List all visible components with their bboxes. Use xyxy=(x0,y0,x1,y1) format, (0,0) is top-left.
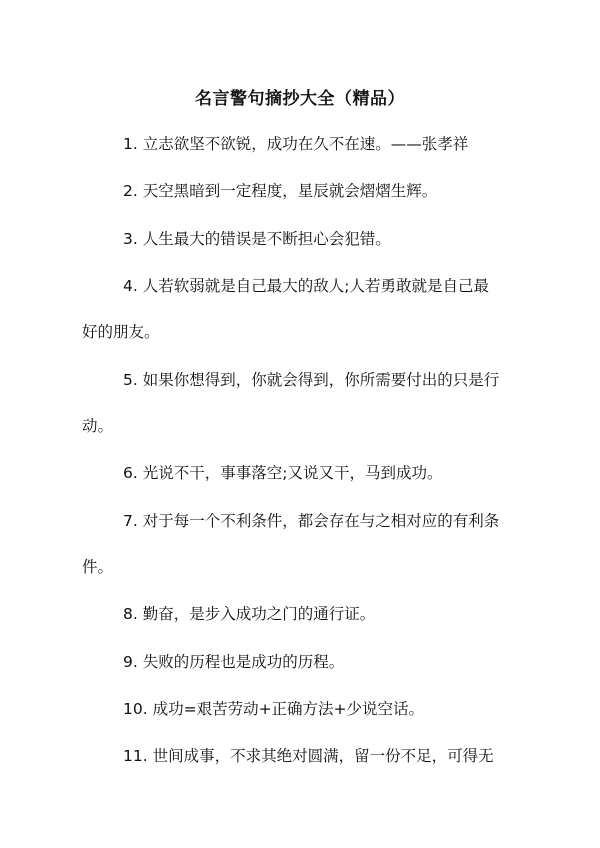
quote-10: 10. 成功=艰苦劳动+正确方法+少说空话。 xyxy=(123,700,425,718)
quote-9: 9. 失败的历程也是成功的历程。 xyxy=(123,653,345,671)
quote-7: 7. 对于每一个不利条件，都会存在与之相对应的有利条 xyxy=(123,512,500,530)
quote-5-continued: 动。 xyxy=(82,417,114,435)
quote-7-continued: 件。 xyxy=(82,558,114,576)
quote-6: 6. 光说不干，事事落空;又说又干，马到成功。 xyxy=(123,464,443,482)
quote-1: 1. 立志欲坚不欲锐，成功在久不在速。——张孝祥 xyxy=(123,135,469,153)
quote-2: 2. 天空黑暗到一定程度，星辰就会熠熠生辉。 xyxy=(123,182,438,200)
quote-8: 8. 勤奋，是步入成功之门的通行证。 xyxy=(123,605,376,623)
quote-11: 11. 世间成事，不求其绝对圆满，留一份不足，可得无 xyxy=(123,747,494,765)
quote-3: 3. 人生最大的错误是不断担心会犯错。 xyxy=(123,230,391,248)
quote-4-continued: 好的朋友。 xyxy=(82,323,160,341)
quote-4: 4. 人若软弱就是自己最大的敌人;人若勇敢就是自己最 xyxy=(123,277,489,295)
document-title: 名言警句摘抄大全（精品） xyxy=(195,89,405,109)
quote-5: 5. 如果你想得到，你就会得到，你所需要付出的只是行 xyxy=(123,371,500,389)
